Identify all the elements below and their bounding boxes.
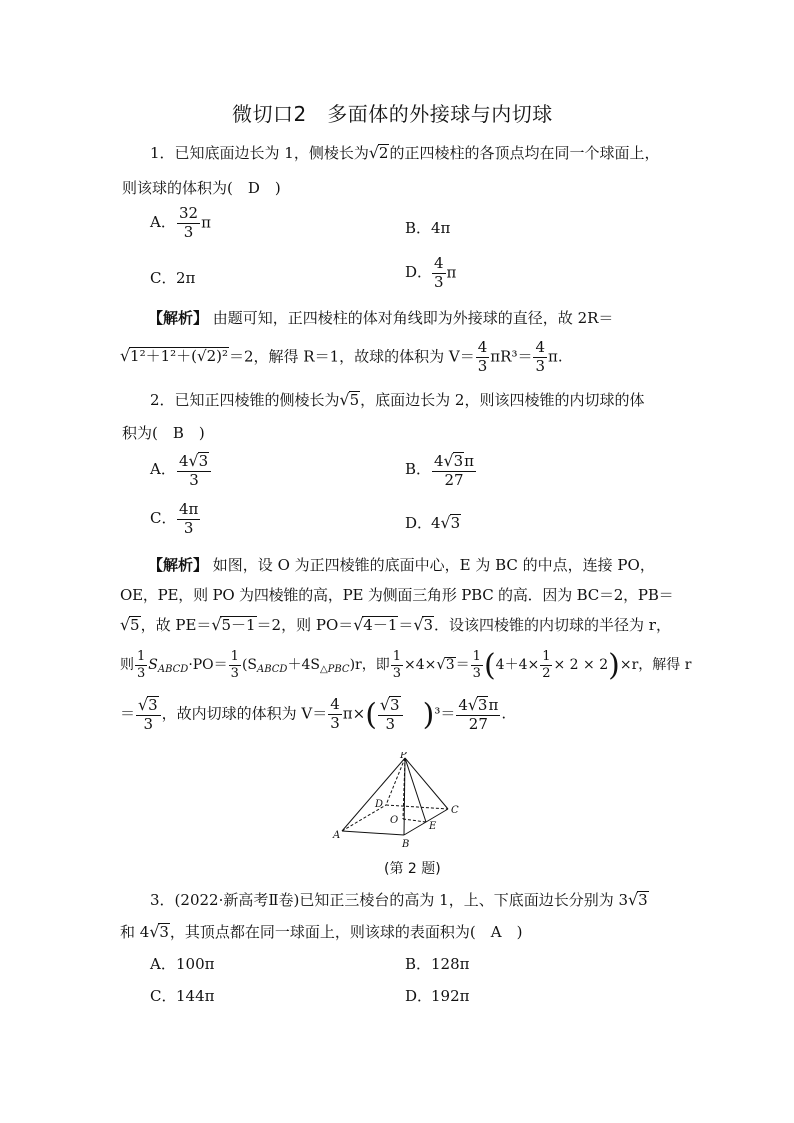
sqrt-symbol: √1²＋1²＋(√2)² <box>120 346 228 366</box>
figure-caption: (第 2 题) <box>384 861 441 877</box>
q1-option-c <box>150 267 195 288</box>
q2-option-b-fraction: $\frac{4√3\pi}{27}$ <box>434 451 474 489</box>
edge-DC <box>386 805 448 809</box>
q2-option-c: C． $\frac{4\pi}{3}$ <box>150 500 199 537</box>
q3-stem-line2: 和 4√3，其顶点都在同一球面上，则该球的表面积为( A ) <box>120 922 523 941</box>
sqrt-symbol: √5 <box>339 390 360 409</box>
q1-option-c-letter: C． <box>150 269 177 287</box>
label-D: D <box>375 799 384 810</box>
q1-analysis-line2: √1²＋1²＋(√2)²＝2，解得 R＝1，故球的体积为 V＝ $\frac{4}{3}$ πR³＝ $\frac{4}{3}$ π. <box>120 338 563 375</box>
label-A: A <box>333 830 341 841</box>
edge-PC <box>405 758 448 809</box>
q1-stem-radicand: 2 <box>378 144 389 162</box>
segment-PE <box>405 758 426 822</box>
label-B: B <box>402 839 410 850</box>
q1-analysis-fraction-2: $\frac{4}{3}$ <box>535 338 546 375</box>
q2-option-d: D．4√3 <box>405 513 461 532</box>
q2-analysis-line5: ＝ $\frac{√3}{3}$ ，故内切球的体积为 V＝ $\frac{4}{3}$ π×( $\frac{√3}{3}$ )³＝ $\frac{4√3\pi}{27}$ . <box>120 695 507 733</box>
q1-analysis-text1: 由题可知，正四棱柱的体对角线即为外接球的直径，故 2R＝ <box>212 309 614 327</box>
q1-option-d-letter: D． <box>405 263 433 282</box>
page-title: 微切口2 多面体的外接球与内切球 <box>232 102 553 126</box>
q1-option-d-fraction: $\frac{4}{3}$ <box>434 254 444 291</box>
q2-analysis-line3: √5，故 PE＝√5－1＝2，则 PO＝√4－1＝√3．设该四棱锥的内切球的半径为 r， <box>120 615 671 634</box>
q1-option-a-letter: A． <box>150 213 176 232</box>
label-P: P <box>400 752 407 761</box>
q2-stem-line1: 2．已知正四棱锥的侧棱长为√5，底面边长为 2，则该四棱锥的内切球的体 <box>150 390 645 409</box>
q3-stem-line1: 3．(2022·新高考Ⅱ卷)已知正三棱台的高为 1，上、下底面边长分别为 3√3 <box>150 890 648 909</box>
q2-analysis-tag: 【解析】 <box>148 556 209 574</box>
q1-option-b-value: 4π <box>431 219 451 237</box>
q1-option-a-fraction: $\frac{32}{3}$ <box>179 204 199 241</box>
q1-analysis-fraction-1: $\frac{4}{3}$ <box>477 338 488 375</box>
q2-option-a: A． $\frac{4√3}{3}$ <box>150 452 212 489</box>
q3-option-b: B．128π <box>405 955 470 973</box>
segment-OE <box>403 819 426 822</box>
q1-option-a: A． $\frac{32}{3}$ π <box>150 204 211 241</box>
q2-option-b: B． $\frac{4√3\pi}{27}$ <box>405 451 474 489</box>
q2-analysis-line4: 则 $\frac{1}{3}$ $S_{ABCD}\cdot PO=$ $\frac{1}{3}$ $(S_{ABCD}+4S_{\triangle PBC})r$，即 $\frac{1}{3}$ ×4×√3＝ $\frac{1}{3}$ (4＋4× $\frac{1}{2}$ × 2 × 2)×r，解得 r <box>120 648 692 683</box>
q2-analysis-line1: 【解析】 如图，设 O 为正四棱锥的底面中心，E 为 BC 的中点，连接 PO， <box>148 556 655 574</box>
q1-analysis-tag: 【解析】 <box>148 309 209 327</box>
q1-option-c-value: 2π <box>176 269 196 287</box>
q1-stem-line2: 则该球的体积为( D ) <box>122 179 281 197</box>
q3-option-a: A．100π <box>150 955 215 973</box>
label-O: O <box>390 815 399 826</box>
q1-stem-text-b: 的正四棱柱的各顶点均在同一个球面上， <box>389 144 660 162</box>
q1-option-b-letter: B． <box>405 219 432 237</box>
edge-PD <box>386 758 405 805</box>
q2-stem-line2: 积为( B ) <box>122 424 205 442</box>
q3-option-d: D．192π <box>405 987 470 1005</box>
q1-option-b <box>405 217 450 238</box>
sqrt-symbol: √2 <box>368 143 389 162</box>
q3-option-c: C．144π <box>150 987 215 1005</box>
q2-option-a-fraction: $\frac{4√3}{3}$ <box>177 452 211 489</box>
q1-analysis-line1 <box>148 307 613 328</box>
q1-option-d: D． $\frac{4}{3}$ π <box>405 254 457 291</box>
edge-AB <box>342 831 404 835</box>
label-C: C <box>451 805 459 816</box>
q1-stem-line1 <box>150 142 659 163</box>
q1-stem-text-a: 1．已知底面边长为 1，侧棱长为 <box>150 144 369 162</box>
q2-option-c-fraction: $\frac{4\pi}{3}$ <box>179 500 199 537</box>
q2-analysis-line2: OE，PE，则 PO 为四棱锥的高，PE 为侧面三角形 PBC 的高．因为 BC＝2，PB＝ <box>120 586 674 604</box>
pyramid-figure <box>330 752 470 852</box>
label-E: E <box>429 821 437 832</box>
